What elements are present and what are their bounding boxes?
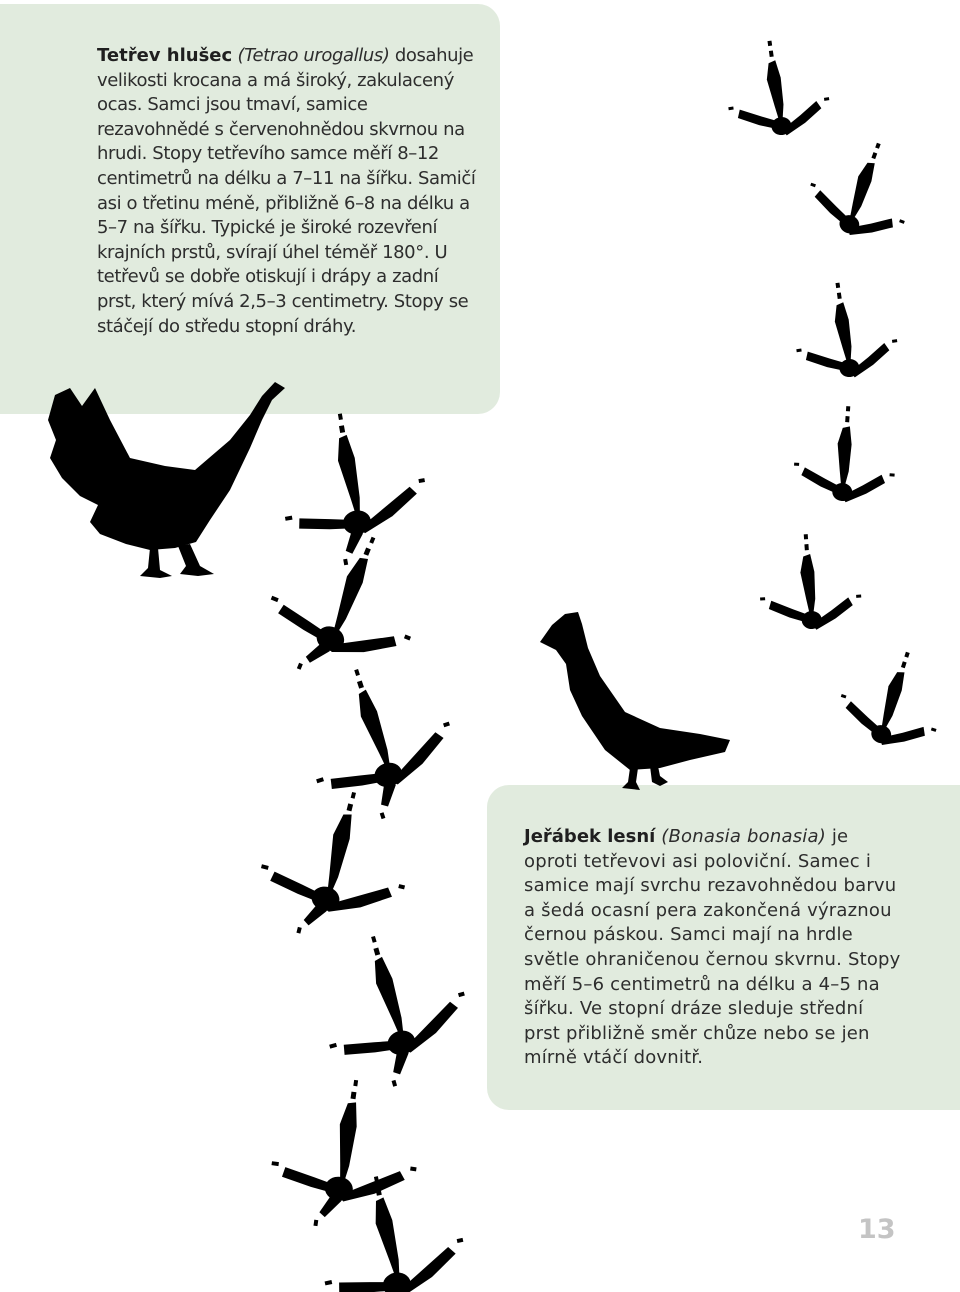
capercaillie-name: Tetřev hlušec xyxy=(97,45,233,66)
track-print xyxy=(756,531,863,634)
hazel-grouse-description: je oproti tetřevovi asi poloviční. Samec i samice mají svrchu rezavohnědou barvu a šedá ocasní pera zakončená výraznou černou páskou. Samci mají na hrdle světle ohraničenou černou skvrnu. Stopy měří 5–6 centimetrů na délku a 4–5 na šířku. Ve stopní dráze sleduje střední prst přibližně směr chůze nebo se jen mírně vtáčí dovnitř. xyxy=(524,826,901,1069)
track-print xyxy=(248,775,424,955)
track-print xyxy=(799,126,927,251)
capercaillie-track-trail xyxy=(248,401,484,1292)
track-print xyxy=(269,401,437,574)
capercaillie-paragraph xyxy=(97,44,482,339)
hazel-grouse-paragraph xyxy=(524,825,904,1071)
hazel-grouse-silhouette xyxy=(540,612,730,790)
hazel-grouse-track-trail xyxy=(720,34,956,760)
track-print xyxy=(288,647,471,834)
track-print xyxy=(831,637,957,760)
capercaillie-description: dosahuje velikosti krocana a má široký, zakulacený ocas. Samci jsou tmaví, samice rezavohnědé s červenohnědou skvrnou na hrudi. Stopy tetřevího samce měří 8–12 centimetrů na délku a 7–11 na šířku. Samičí asi o třetinu méně, přibližně 6–8 na délku a 5–7 na šířku. Typické je široké rozevření krajních prstů, svírají úhel téměř 180°. U tetřevů se dobře otiskují i drápy a zadní prst, který mívá 2,5–3 centimetry. Stopy se stáčejí do středu stopní dráhy. xyxy=(97,45,476,337)
track-print xyxy=(251,510,441,703)
track-print xyxy=(264,1070,427,1239)
track-print xyxy=(792,403,899,506)
hazel-grouse-name: Jeřábek lesní xyxy=(524,826,656,847)
page-number: 13 xyxy=(858,1214,896,1245)
hazel-grouse-latin-name: (Bonasia bonasia) xyxy=(661,826,826,847)
capercaillie-latin-name: (Tetrao urogallus) xyxy=(237,45,390,66)
capercaillie-silhouette xyxy=(48,382,285,578)
track-print xyxy=(720,34,833,143)
track-print xyxy=(304,917,484,1101)
track-print xyxy=(788,276,901,385)
